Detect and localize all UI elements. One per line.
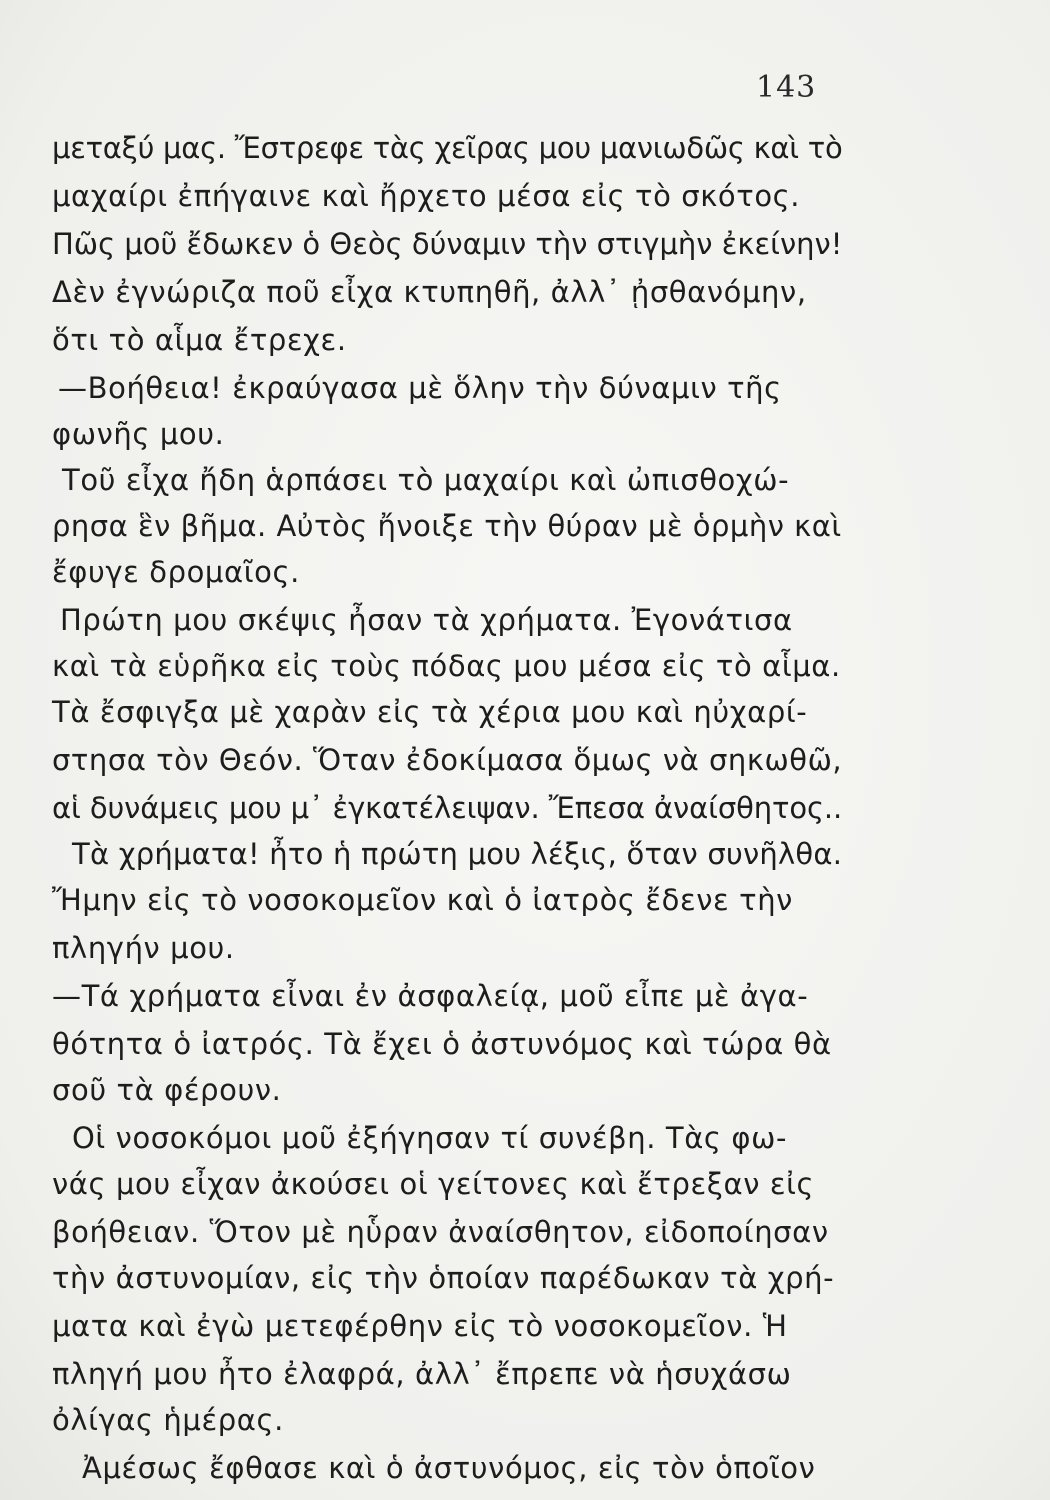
text-line: ὅτι τὸ αἷμα ἔτρεχε. bbox=[52, 323, 347, 357]
text-line: βοήθειαν. Ὅτον μὲ ηὗραν ἀναίσθητον, εἰδοποίησαν bbox=[52, 1215, 829, 1249]
text-line: Ἀμέσως ἔφθασε καὶ ὁ ἀστυνόμος, εἰς τὸν ὁποῖον bbox=[82, 1451, 816, 1485]
text-line: —Βοήθεια! ἐκραύγασα μὲ ὅλην τὴν δύναμιν τῆς bbox=[58, 371, 782, 405]
text-line: αἱ δυνάμεις μου μ᾽ ἐγκατέλειψαν. Ἔπεσα ἀναίσθητος.. bbox=[52, 791, 843, 825]
text-line: σοῦ τὰ φέρουν. bbox=[52, 1073, 282, 1107]
text-line: καὶ τὰ εὑρῆκα εἰς τοὺς πόδας μου μέσα εἰς τὸ αἷμα. bbox=[52, 649, 841, 683]
text-line: μεταξύ μας. Ἔστρεφε τὰς χεῖρας μου μανιωδῶς καὶ τὸ bbox=[52, 131, 843, 165]
text-line: μαχαίρι ἐπήγαινε καὶ ἤρχετο μέσα εἰς τὸ σκότος. bbox=[52, 179, 801, 213]
text-line: Δὲν ἐγνώριζα ποῦ εἶχα κτυπηθῆ, ἀλλ᾽ ᾐσθανόμην, bbox=[52, 275, 807, 309]
text-line: Τοῦ εἶχα ἤδη ἁρπάσει τὸ μαχαίρι καὶ ὠπισθοχώ- bbox=[62, 463, 790, 497]
text-line: φωνῆς μου. bbox=[52, 417, 225, 451]
text-line: ἔφυγε δρομαῖος. bbox=[52, 555, 300, 589]
text-line: νάς μου εἶχαν ἀκούσει οἱ γείτονες καὶ ἔτρεξαν εἰς bbox=[52, 1167, 815, 1201]
text-line: θότητα ὁ ἰατρός. Τὰ ἔχει ὁ ἀστυνόμος καὶ τώρα θὰ bbox=[52, 1027, 832, 1061]
text-line: Πρώτη μου σκέψις ἦσαν τὰ χρήματα. Ἐγονάτισα bbox=[60, 603, 793, 637]
text-line: ρησα ἓν βῆμα. Αὐτὸς ἤνοιξε τὴν θύραν μὲ ὁρμὴν καὶ bbox=[52, 509, 842, 543]
text-line: —Τά χρήματα εἶναι ἐν ἀσφαλείᾳ, μοῦ εἶπε μὲ ἀγα- bbox=[52, 979, 809, 1013]
text-line: Τὰ χρήματα! ἦτο ἡ πρώτη μου λέξις, ὅταν συνῆλθα. bbox=[72, 837, 843, 871]
text-line: πληγή μου ἦτο ἐλαφρά, ἀλλ᾽ ἔπρεπε νὰ ἡσυχάσω bbox=[52, 1357, 792, 1391]
text-line: ματα καὶ ἐγὼ μετεφέρθην εἰς τὸ νοσοκομεῖον. Ἡ bbox=[52, 1309, 788, 1343]
text-line: τὴν ἀστυνομίαν, εἰς τὴν ὁποίαν παρέδωκαν τὰ χρή- bbox=[52, 1261, 835, 1295]
text-line: πληγήν μου. bbox=[52, 931, 235, 965]
text-line: Οἱ νοσοκόμοι μοῦ ἐξήγησαν τί συνέβη. Τὰς φω- bbox=[72, 1121, 788, 1155]
text-line: Ἤμην εἰς τὸ νοσοκομεῖον καὶ ὁ ἰατρὸς ἔδενε τὴν bbox=[52, 883, 793, 917]
text-line: ὀλίγας ἡμέρας. bbox=[52, 1403, 284, 1437]
page-number: 143 bbox=[756, 70, 817, 105]
text-line: Πῶς μοῦ ἔδωκεν ὁ Θεὸς δύναμιν τὴν στιγμὴν ἐκείνην! bbox=[52, 227, 843, 261]
text-line: Τὰ ἔσφιγξα μὲ χαρὰν εἰς τὰ χέρια μου καὶ ηὐχαρί- bbox=[52, 695, 808, 729]
text-line: στησα τὸν Θεόν. Ὅταν ἐδοκίμασα ὅμως νὰ σηκωθῶ, bbox=[52, 743, 843, 777]
